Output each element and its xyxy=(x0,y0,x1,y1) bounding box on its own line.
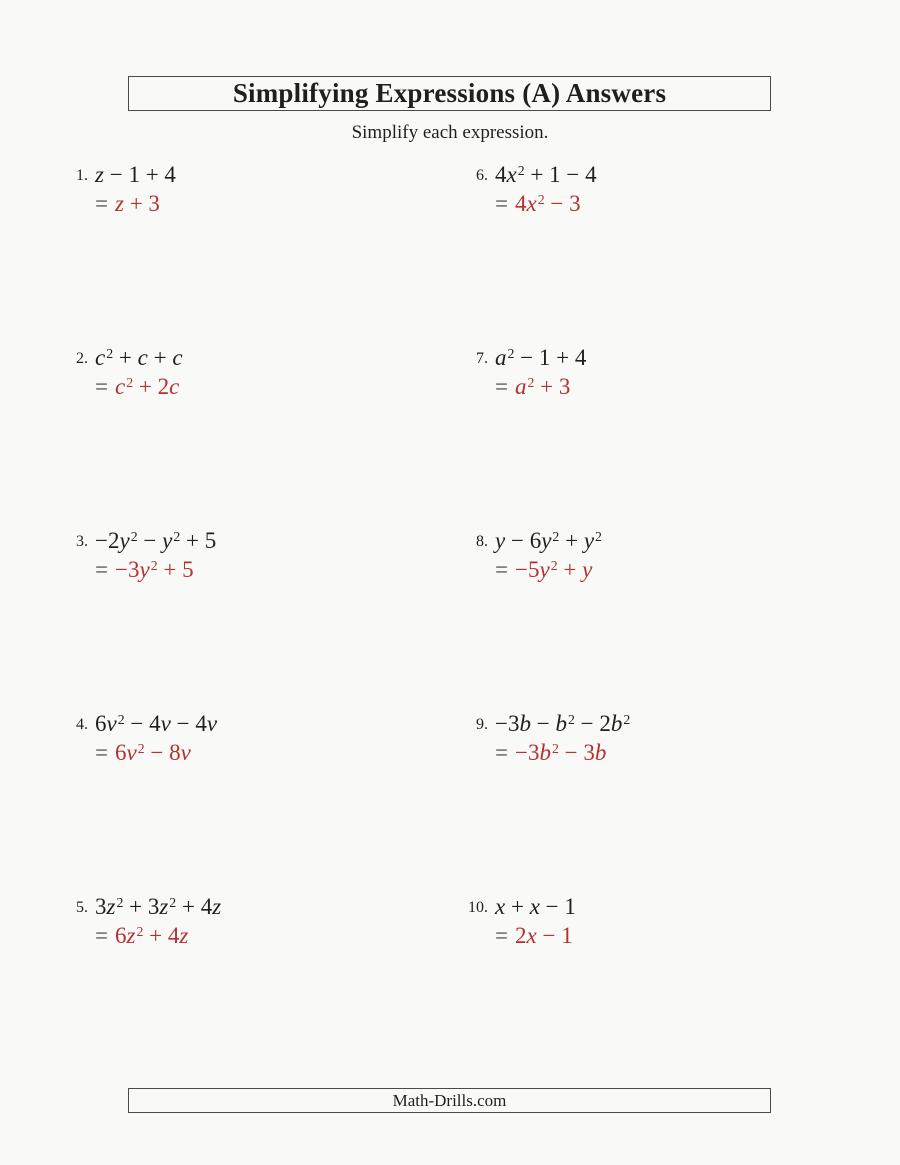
title-box xyxy=(128,76,771,111)
footer-box xyxy=(128,1088,771,1113)
problem-6 xyxy=(458,160,858,343)
problem-10 xyxy=(458,892,858,1075)
problem-expression: z − 1 + 4 xyxy=(95,162,176,187)
equals-sign: = xyxy=(95,374,108,399)
problem-expression: x + x − 1 xyxy=(495,894,576,919)
problem-answer: $6z^2 + 4z$ xyxy=(114,923,189,948)
problem-number: 3. xyxy=(76,533,88,550)
problem-2 xyxy=(58,343,458,526)
equals-sign: = xyxy=(95,923,108,948)
problem-number: 2. xyxy=(76,350,88,367)
problem-number: 4. xyxy=(76,716,88,733)
problem-number: 9. xyxy=(476,716,488,733)
answer-line xyxy=(95,372,458,401)
equals-sign: = xyxy=(495,557,508,582)
problem-answer: $a^2 + 3$ xyxy=(514,374,571,399)
problem-7 xyxy=(458,343,858,526)
problem-1 xyxy=(58,160,458,343)
problem-expression: $4x^2 + 1 - 4$ xyxy=(495,162,597,187)
problem-lines xyxy=(95,160,458,218)
problem-8 xyxy=(458,526,858,709)
answer-line xyxy=(95,738,458,767)
answer-line xyxy=(95,555,458,584)
problem-lines xyxy=(495,892,858,950)
problem-number: 6. xyxy=(476,167,488,184)
problem-expression: $6v^2 - 4v - 4v$ xyxy=(95,711,218,736)
answer-line xyxy=(95,189,458,218)
problem-expression: $a^2 - 1 + 4$ xyxy=(495,345,587,370)
problem-lines xyxy=(495,343,858,401)
problem-answer: $-5y^2 + y$ xyxy=(514,557,593,582)
equals-sign: = xyxy=(95,557,108,582)
page-title: Simplifying Expressions (A) Answers xyxy=(232,78,667,108)
problem-answer: $-3b^2 - 3b$ xyxy=(514,740,607,765)
problem-lines xyxy=(95,343,458,401)
problems-grid xyxy=(58,160,858,1075)
problem-answer: z + 3 xyxy=(114,191,160,216)
answer-line xyxy=(95,921,458,950)
equals-sign: = xyxy=(495,374,508,399)
problem-answer: $4x^2 - 3$ xyxy=(514,191,581,216)
problem-number: 1. xyxy=(76,167,88,184)
footer-site-name: Math-Drills.com xyxy=(392,1090,507,1110)
equals-sign: = xyxy=(95,191,108,216)
problem-lines xyxy=(495,709,858,767)
problem-answer: $6v^2 - 8v$ xyxy=(114,740,191,765)
instructions-text: Simplify each expression. xyxy=(351,122,549,143)
equals-sign: = xyxy=(495,191,508,216)
problem-number: 5. xyxy=(76,899,88,916)
answer-line xyxy=(495,921,858,950)
problem-expression: $-3b - b^2 - 2b^2$ xyxy=(495,711,631,736)
problem-expression: $3z^2 + 3z^2 + 4z$ xyxy=(95,894,222,919)
problem-expression: $y - 6y^2 + y^2$ xyxy=(495,528,602,553)
problem-expression: $-2y^2 - y^2 + 5$ xyxy=(95,528,217,553)
answer-line xyxy=(495,189,858,218)
problem-lines xyxy=(95,526,458,584)
problem-answer: $c^2 + 2c$ xyxy=(114,374,180,399)
answer-line xyxy=(495,738,858,767)
problem-lines xyxy=(95,892,458,950)
problem-expression: $c^2 + c + c$ xyxy=(95,345,183,370)
problem-lines xyxy=(495,160,858,218)
problem-number: 8. xyxy=(476,533,488,550)
problem-number: 7. xyxy=(476,350,488,367)
problem-3 xyxy=(58,526,458,709)
problem-5 xyxy=(58,892,458,1075)
problem-number: 10. xyxy=(468,899,488,916)
problem-4 xyxy=(58,709,458,892)
problem-answer: $-3y^2 + 5$ xyxy=(114,557,194,582)
problem-lines xyxy=(95,709,458,767)
equals-sign: = xyxy=(95,740,108,765)
answer-line xyxy=(495,555,858,584)
problem-answer: 2x − 1 xyxy=(514,923,573,948)
problem-9 xyxy=(458,709,858,892)
equals-sign: = xyxy=(495,740,508,765)
equals-sign: = xyxy=(495,923,508,948)
answer-line xyxy=(495,372,858,401)
problem-lines xyxy=(495,526,858,584)
